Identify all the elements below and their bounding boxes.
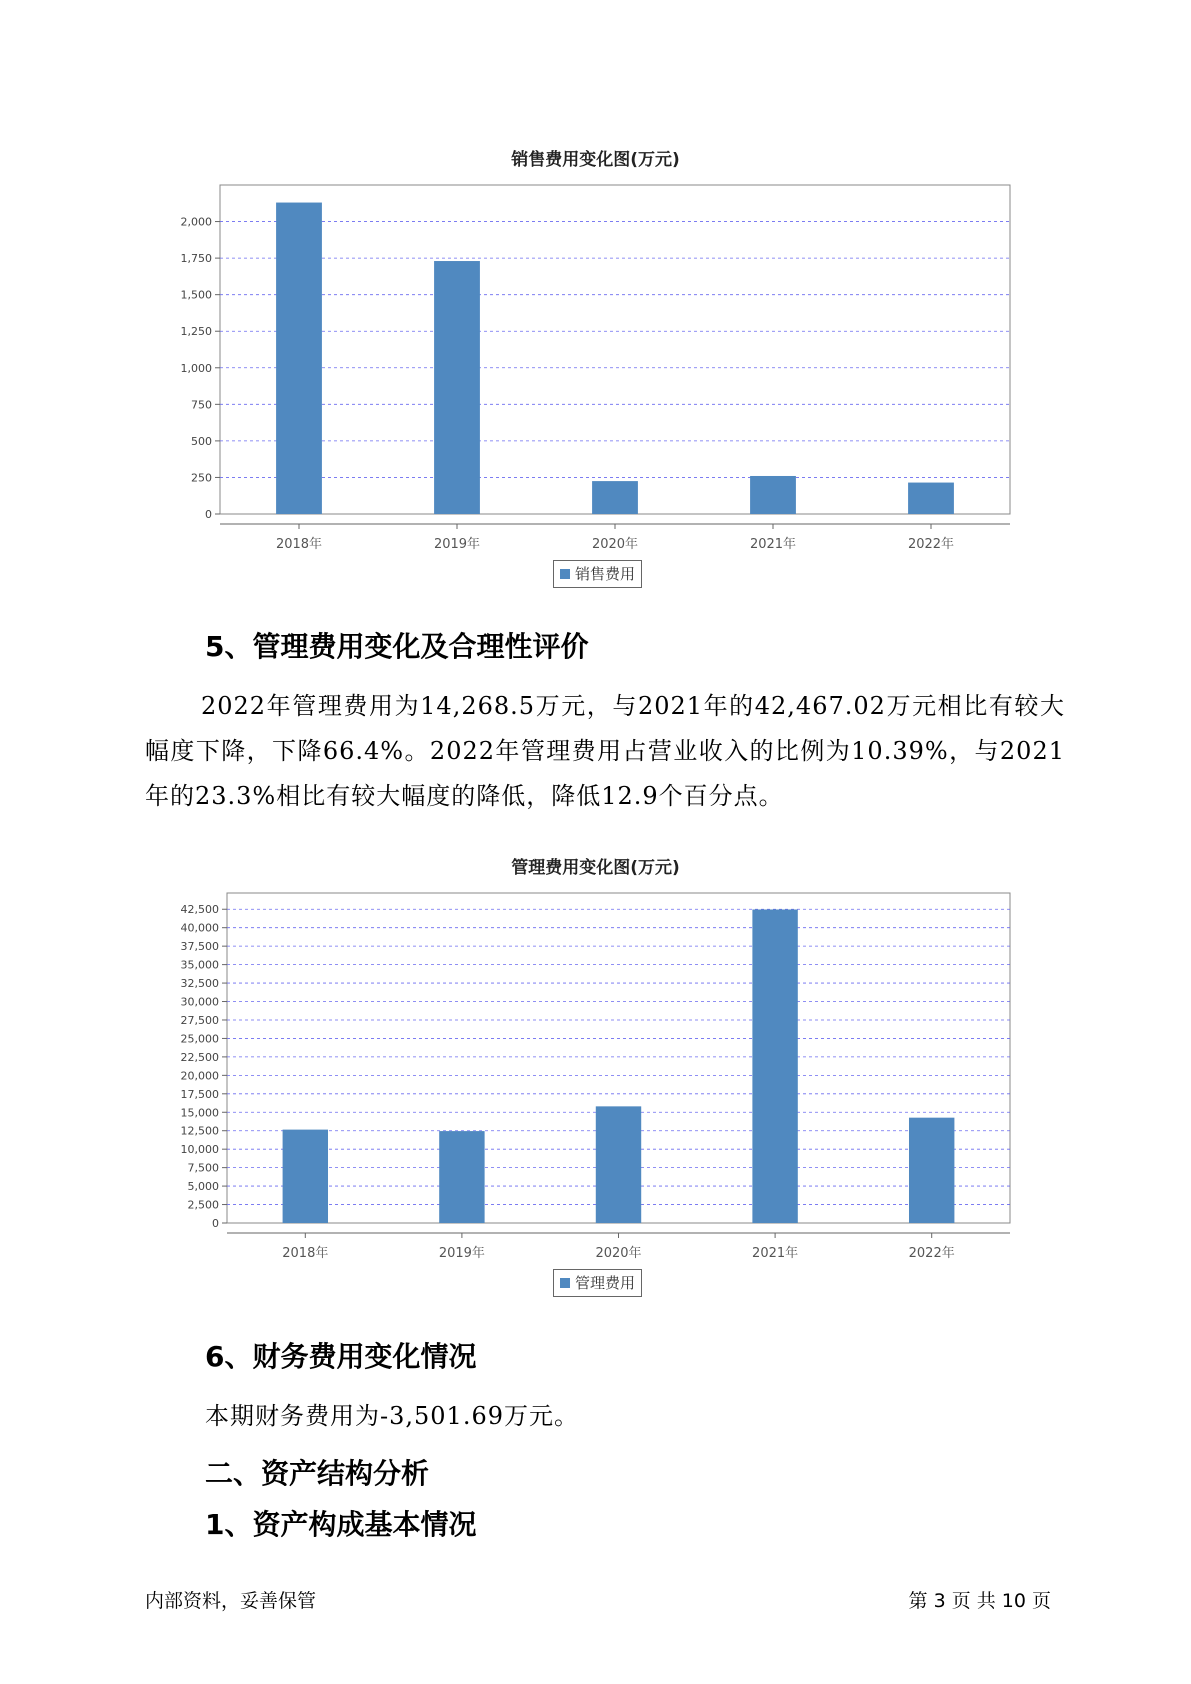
sales-legend-label: 销售费用 [575, 565, 636, 583]
finance-section-text: 本期财务费用为-3,501.69万元。 [205, 1402, 579, 1430]
admin-chart-title: 管理费用变化图(万元) [511, 858, 680, 878]
y-tick-label: 30,000 [180, 995, 219, 1009]
x-tick-label: 2022年 [908, 1246, 955, 1261]
y-tick-label: 1,250 [180, 325, 212, 339]
y-tick-label: 20,000 [180, 1069, 219, 1083]
y-tick-label: 1,000 [180, 361, 212, 375]
asset-section-heading: 二、资产结构分析 [205, 1457, 430, 1490]
x-tick-label: 2019年 [438, 1246, 485, 1261]
y-tick-label: 1,500 [180, 288, 212, 302]
y-tick-label: 500 [191, 434, 212, 448]
y-tick-label: 27,500 [180, 1013, 219, 1027]
y-tick-label: 40,000 [180, 921, 219, 935]
y-tick-label: 250 [191, 471, 212, 485]
y-tick-label: 32,500 [180, 977, 219, 991]
sales-chart-title: 销售费用变化图(万元) [511, 150, 680, 170]
bar [439, 1131, 484, 1223]
y-tick-label: 17,500 [180, 1087, 219, 1101]
y-tick-label: 750 [191, 398, 212, 412]
y-tick-label: 25,000 [180, 1032, 219, 1046]
asset-subsection-heading: 1、资产构成基本情况 [205, 1508, 477, 1541]
x-tick-label: 2021年 [749, 537, 797, 552]
y-tick-label: 0 [205, 508, 212, 521]
bar [596, 1106, 641, 1223]
x-tick-label: 2020年 [595, 1246, 642, 1261]
y-tick-label: 35,000 [180, 958, 219, 972]
footer-page-number: 第 3 页 共 10 页 [908, 1590, 1051, 1612]
bar [909, 1118, 954, 1223]
bar [752, 909, 797, 1223]
y-tick-label: 10,000 [180, 1143, 219, 1157]
x-tick-label: 2020年 [591, 537, 639, 552]
y-tick-label: 15,000 [180, 1106, 219, 1120]
y-tick-label: 42,500 [180, 903, 219, 917]
admin-section-heading: 5、管理费用变化及合理性评价 [205, 630, 589, 663]
x-tick-label: 2019年 [433, 537, 481, 552]
x-tick-label: 2022年 [907, 537, 955, 552]
admin-section-text: 2022年管理费用为14,268.5万元，与2021年的42,467.02万元相比有较大幅度下降，下降66.4%。2022年管理费用占营业收入的比例为10.39%，与2021年的23.3%相比有较大幅度的降低，降低12.9个百分点。 [145, 692, 1065, 810]
y-tick-label: 37,500 [180, 940, 219, 954]
legend-swatch [560, 1278, 570, 1288]
y-tick-label: 0 [212, 1217, 219, 1230]
y-tick-label: 2,000 [180, 215, 212, 229]
y-tick-label: 7,500 [187, 1161, 219, 1175]
finance-section-heading: 6、财务费用变化情况 [205, 1340, 477, 1373]
y-tick-label: 22,500 [180, 1050, 219, 1064]
x-tick-label: 2018年 [275, 537, 323, 552]
x-tick-label: 2021年 [752, 1246, 799, 1261]
x-tick-label: 2018年 [282, 1246, 329, 1261]
admin-chart-legend [553, 1269, 642, 1297]
footer-left: 内部资料，妥善保管 [145, 1590, 317, 1612]
y-tick-label: 1,750 [180, 252, 212, 266]
admin-legend-label: 管理费用 [575, 1274, 636, 1292]
bar [283, 1130, 328, 1223]
y-tick-label: 5,000 [187, 1180, 219, 1194]
y-tick-label: 12,500 [180, 1124, 219, 1138]
y-tick-label: 2,500 [187, 1198, 219, 1212]
